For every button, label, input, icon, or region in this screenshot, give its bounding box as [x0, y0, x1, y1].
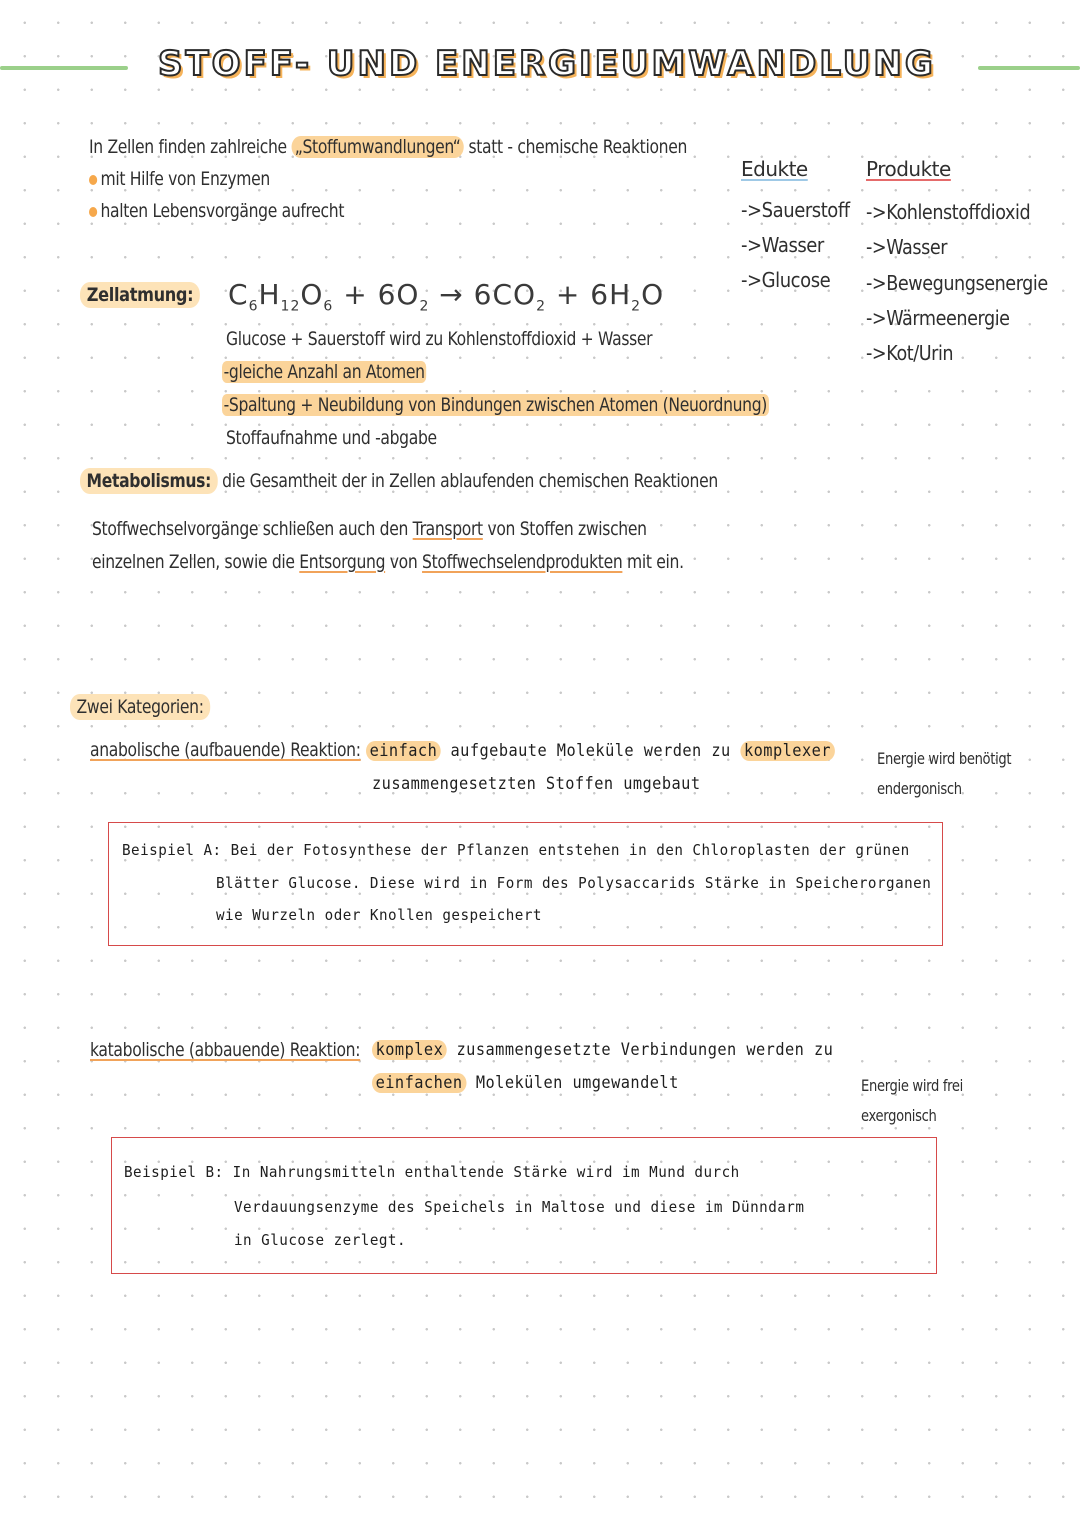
transport-underlined: Transport — [412, 518, 483, 540]
anabol-text-1: aufgebaute Moleküle werden zu — [450, 741, 731, 761]
formula-h2o-o: O — [641, 278, 665, 311]
formula-h: H — [258, 278, 281, 311]
bullet-text: halten Lebensvorgänge aufrecht — [100, 200, 345, 222]
edukte-header: Edukte — [741, 157, 808, 181]
metabolismus-para-2 — [92, 551, 684, 573]
metabolismus-para-1 — [92, 518, 647, 540]
intro-text: In Zellen finden zahlreiche — [89, 136, 292, 158]
page-title: STOFF- UND ENERGIEUMWANDLUNG — [158, 44, 936, 84]
formula-co2: 6CO — [473, 278, 537, 311]
produkt-item: ->Wärmeenergie — [866, 306, 1010, 330]
formula-arrow-icon: → — [439, 278, 464, 311]
zellatmung-line-3-text: -Spaltung + Neubildung von Bindungen zwischen Atomen (Neuordnung) — [223, 394, 768, 416]
katabol-note-2: exergonisch — [861, 1106, 937, 1125]
kategorien-label — [70, 696, 210, 718]
katabol-komplex-highlight: komplex — [372, 1040, 447, 1060]
para-text: mit ein. — [622, 551, 684, 573]
intro-text-post: statt - chemische Reaktionen — [463, 136, 688, 158]
katabol-text-2: Molekülen umgewandelt — [475, 1073, 679, 1093]
formula-o2-sub: 2 — [419, 298, 430, 315]
beispiel-b-label: Beispiel B: — [124, 1163, 224, 1181]
formula-o: O — [300, 278, 324, 311]
produkte-header: Produkte — [866, 157, 951, 181]
zellatmung-line-2-text: -gleiche Anzahl an Atomen — [223, 361, 425, 383]
para-text: Stoffwechselvorgänge schließen auch den — [92, 518, 413, 540]
formula-c-sub: 6 — [248, 298, 259, 315]
anabol-note-2: endergonisch — [877, 779, 962, 798]
zellatmung-line-1: Glucose + Sauerstoff wird zu Kohlenstoffdioxid + Wasser — [226, 328, 653, 350]
anabol-label — [90, 739, 361, 761]
anabol-einfach-highlight: einfach — [366, 741, 441, 761]
produkt-item: ->Kohlenstoffdioxid — [866, 200, 1031, 224]
formula-h2-sub: 2 — [631, 298, 642, 315]
anabol-note-1: Energie wird benötigt — [877, 749, 1012, 768]
beispiel-b-line-3: in Glucose zerlegt. — [234, 1231, 407, 1249]
formula-co2-sub: 2 — [536, 298, 546, 315]
zellatmung-line-2 — [222, 361, 426, 383]
formula-h-sub: 12 — [280, 298, 301, 315]
katabol-label — [90, 1039, 360, 1061]
kategorien-label-text: Zwei Kategorien: — [70, 694, 210, 720]
para-text: einzelnen Zellen, sowie die — [92, 551, 300, 573]
stoffumwandlungen-highlight: „Stoffumwandlungen“ — [291, 136, 463, 158]
para-text: von — [385, 551, 423, 573]
zellatmung-formula — [228, 278, 664, 315]
beispiel-b-text-1: In Nahrungsmitteln enthaltende Stärke wird im Mund durch — [232, 1163, 740, 1181]
edukt-item: ->Wasser — [741, 233, 824, 257]
beispiel-a-text-1: Bei der Fotosynthese der Pflanzen entstehen in den Chloroplasten der grünen — [230, 841, 910, 859]
beispiel-a-label: Beispiel A: — [122, 841, 222, 859]
title-rule-right — [978, 66, 1080, 70]
beispiel-a-line-2: Blätter Glucose. Diese wird in Form des Polysaccarids Stärke in Speicherorganen — [216, 874, 932, 892]
edukt-item: ->Sauerstoff — [741, 198, 850, 222]
anabol-line-2: zusammengesetzten Stoffen umgebaut — [372, 774, 701, 794]
formula-plus-h2o: + 6H — [555, 278, 632, 311]
beispiel-b-line-2: Verdauungsenzyme des Speichels in Maltose und diese im Dünndarm — [234, 1198, 805, 1216]
formula-c: C — [228, 278, 249, 311]
beispiel-b-line-1 — [124, 1163, 740, 1181]
beispiel-a-line-1 — [122, 841, 910, 859]
zellatmung-line-3 — [222, 394, 769, 416]
beispiel-a-line-3: wie Wurzeln oder Knollen gespeichert — [216, 906, 542, 924]
anabol-komplexer-highlight: komplexer — [740, 741, 834, 761]
katabol-line-1 — [372, 1040, 833, 1060]
bullet-dot-icon — [89, 207, 97, 217]
produkt-item: ->Kot/Urin — [866, 341, 954, 365]
metabolismus-line — [80, 470, 718, 492]
intro-bullet-2 — [89, 200, 344, 222]
produkt-item: ->Wasser — [866, 235, 948, 259]
formula-plus-o2: + 6O — [343, 278, 420, 311]
metabolismus-text: die Gesamtheit der in Zellen ablaufenden chemischen Reaktionen — [222, 470, 718, 492]
anabol-line-1 — [366, 741, 835, 761]
entsorgung-underlined: Entsorgung — [299, 551, 386, 573]
bullet-dot-icon — [89, 175, 97, 185]
title-rule-left — [0, 66, 128, 70]
intro-line — [89, 136, 687, 158]
edukt-item: ->Glucose — [741, 268, 831, 292]
metabolismus-label: Metabolismus: — [80, 468, 218, 494]
zellatmung-label — [80, 284, 200, 306]
produkt-item: ->Bewegungsenergie — [866, 271, 1048, 295]
katabol-line-2 — [372, 1073, 679, 1093]
stoffwechselendprodukten-underlined: Stoffwechselendprodukten — [422, 551, 623, 573]
zellatmung-label-text: Zellatmung: — [80, 282, 200, 308]
katabol-einfachen-highlight: einfachen — [372, 1073, 466, 1093]
katabol-text-1: zusammengesetzte Verbindungen werden zu — [456, 1040, 834, 1060]
katabol-label-text: katabolische (abbauende) Reaktion: — [90, 1039, 361, 1061]
intro-bullet-1 — [89, 168, 270, 190]
formula-o-sub: 6 — [323, 298, 334, 315]
bullet-text: mit Hilfe von Enzymen — [100, 168, 270, 190]
zellatmung-line-4: Stoffaufnahme und -abgabe — [226, 427, 437, 449]
katabol-note-1: Energie wird frei — [861, 1076, 963, 1095]
para-text: von Stoffen zwischen — [482, 518, 647, 540]
anabol-label-text: anabolische (aufbauende) Reaktion: — [90, 739, 361, 761]
